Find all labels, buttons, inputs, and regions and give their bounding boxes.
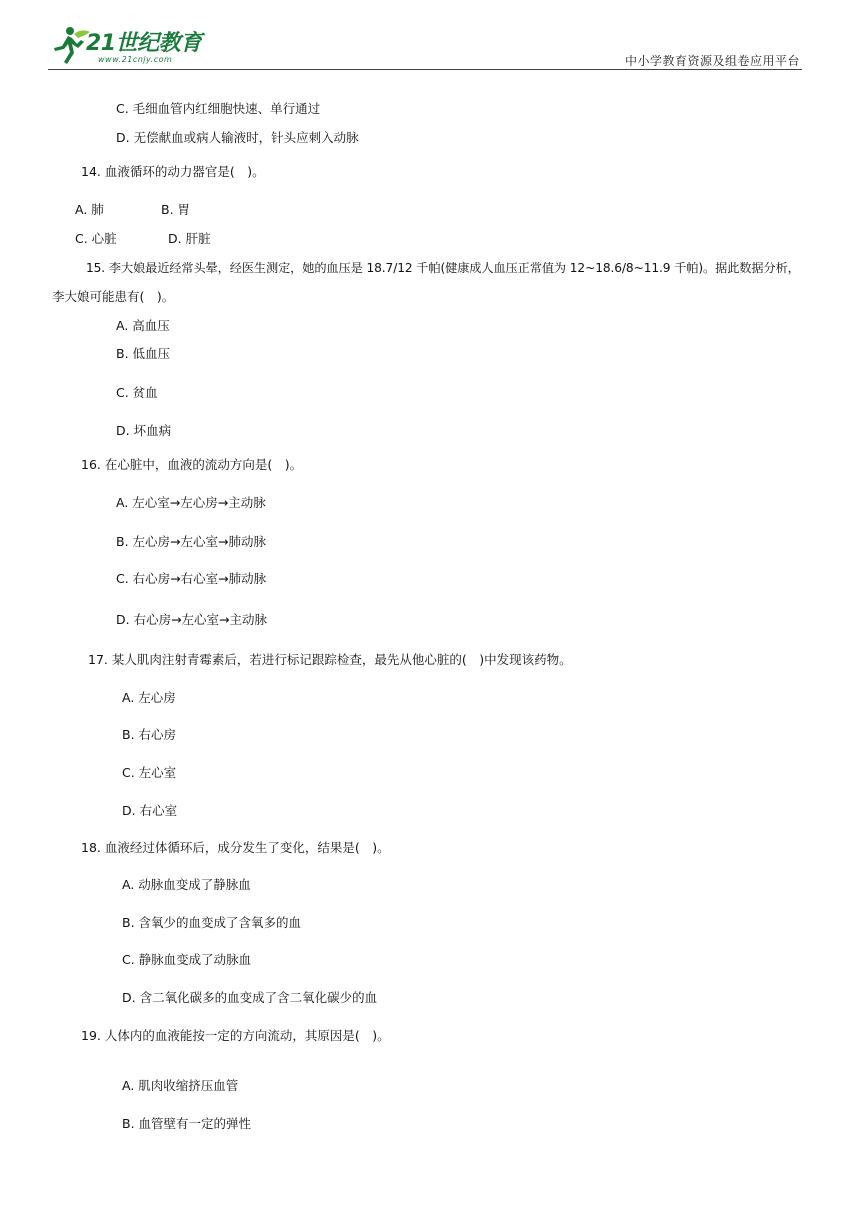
question-16: 16. 在心脏中，血液的流动方向是( )。 <box>81 457 303 472</box>
header-divider <box>48 69 802 70</box>
option-line: A. 动脉血变成了静脉血 <box>122 877 251 892</box>
question-18: 18. 血液经过体循环后，成分发生了变化，结果是( )。 <box>81 840 390 855</box>
option-line: B. 含氧少的血变成了含氧多的血 <box>122 915 302 930</box>
option-line: A. 高血压 <box>116 318 170 333</box>
option-line: C. 毛细血管内红细胞快速、单行通过 <box>116 101 321 116</box>
option-line: C. 静脉血变成了动脉血 <box>122 952 252 967</box>
option-line: D. 右心房→左心室→主动脉 <box>116 612 268 627</box>
option-line: A. 左心室→左心房→主动脉 <box>116 495 266 510</box>
option-line: C. 左心室 <box>122 765 177 780</box>
option-line: A. 肌肉收缩挤压血管 <box>122 1078 239 1093</box>
option-line: A. 肺 <box>75 202 104 217</box>
option-line: C. 右心房→右心室→肺动脉 <box>116 571 267 586</box>
option-line: D. 坏血病 <box>116 423 172 438</box>
page-header <box>0 0 860 75</box>
logo-url: www.21cnjy.com <box>98 55 173 64</box>
option-line: D. 右心室 <box>122 803 178 818</box>
option-line: C. 贫血 <box>116 385 158 400</box>
logo-title: 21世纪教育 <box>86 31 202 56</box>
question-19: 19. 人体内的血液能按一定的方向流动，其原因是( )。 <box>81 1028 390 1043</box>
option-line: B. 低血压 <box>116 346 171 361</box>
question-15-cont: 李大娘可能患有( )。 <box>52 289 175 304</box>
option-line: B. 胃 <box>161 202 191 217</box>
option-line: B. 右心房 <box>122 727 177 742</box>
option-line: D. 含二氧化碳多的血变成了含二氧化碳少的血 <box>122 990 378 1005</box>
question-15: 15. 李大娘最近经常头晕，经医生测定，她的血压是 18.7/12 千帕(健康成人血压正常值为 12~18.6/8~11.9 千帕)。据此数据分析， <box>86 261 800 275</box>
option-line: D. 无偿献血或病人输液时，针头应刺入动脉 <box>116 130 359 145</box>
platform-name: 中小学教育资源及组卷应用平台 <box>624 54 800 68</box>
option-line: B. 左心房→左心室→肺动脉 <box>116 534 266 549</box>
option-line: D. 肝脏 <box>168 231 211 246</box>
option-line: A. 左心房 <box>122 690 176 705</box>
logo <box>48 24 218 74</box>
question-17: 17. 某人肌肉注射青霉素后，若进行标记跟踪检查，最先从他心脏的( )中发现该药物。 <box>88 652 572 667</box>
option-line: B. 血管壁有一定的弹性 <box>122 1116 252 1131</box>
question-14: 14. 血液循环的动力器官是( )。 <box>81 164 265 179</box>
option-line: C. 心脏 <box>75 231 117 246</box>
